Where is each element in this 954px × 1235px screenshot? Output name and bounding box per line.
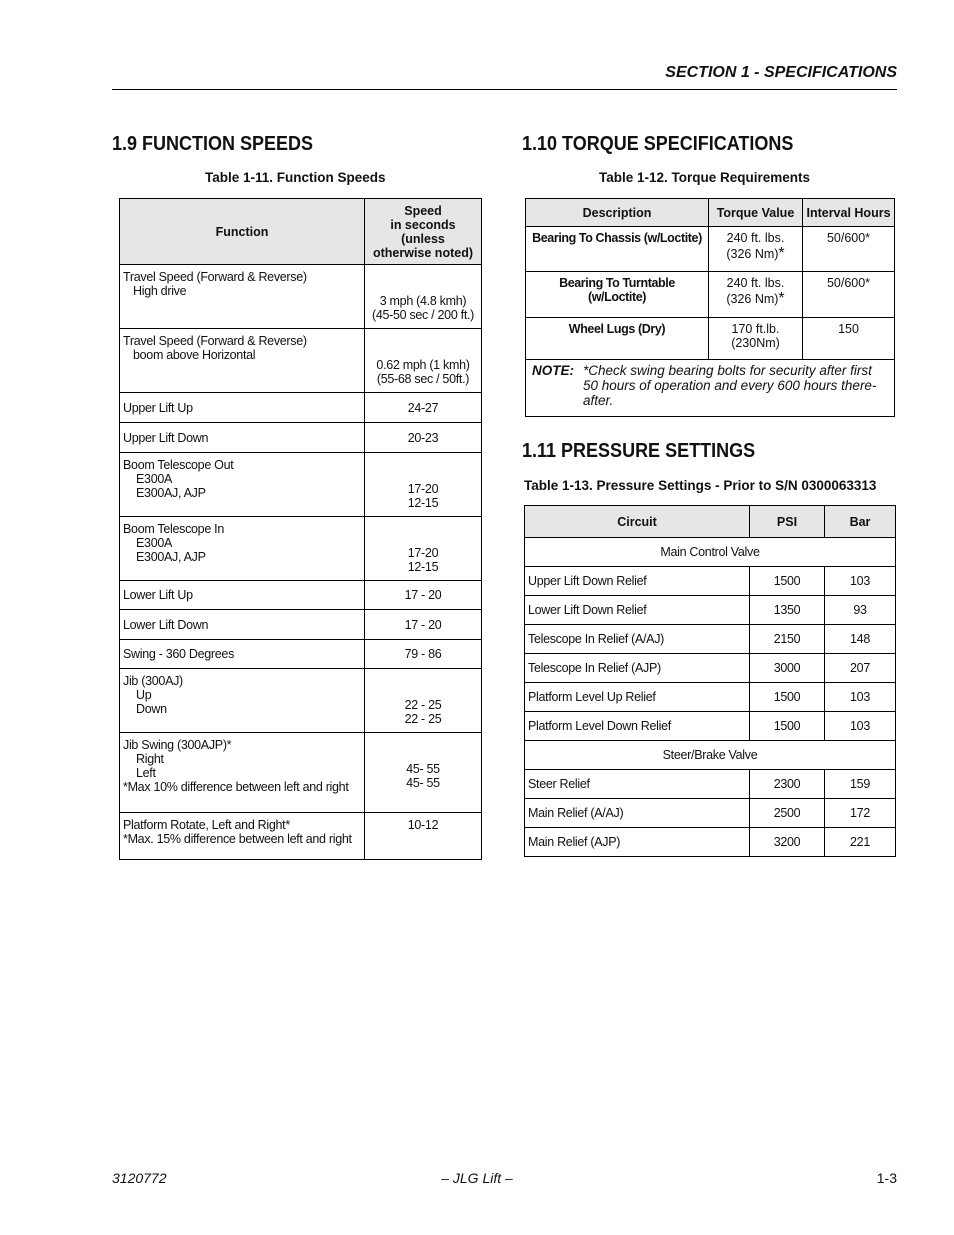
torque-table (525, 198, 895, 417)
table-row: Lower Lift Down Relief 1350 93 (525, 596, 896, 625)
col-bar: Bar (825, 506, 896, 538)
note-text: *Check swing bearing bolts for security after first 50 hours of operation and every 600 hours there-after. (583, 363, 877, 408)
table-row: Jib (300AJ) Up Down 22 - 25 22 - 25 (120, 669, 482, 733)
footer-doc-number: 3120772 (112, 1170, 167, 1186)
col-circuit: Circuit (525, 506, 750, 538)
pressure-heading: 1.11 PRESSURE SETTINGS (522, 440, 756, 462)
col-torque-value: Torque Value (709, 199, 803, 227)
footer-center: – JLG Lift – (441, 1170, 513, 1186)
table-row: Bearing To Chassis (w/Loctite) 240 ft. lbs. (326 Nm)* 50/600* (526, 227, 895, 272)
table-row: Steer Relief 2300 159 (525, 770, 896, 799)
col-function: Function (120, 199, 365, 265)
table-row: Lower Lift Up 17 - 20 (120, 581, 482, 610)
table-row: Telescope In Relief (A/AJ) 2150 148 (525, 625, 896, 654)
torque-heading: 1.10 TORQUE SPECIFICATIONS (522, 133, 794, 155)
col-interval-hours: Interval Hours (803, 199, 895, 227)
table-row: Boom Telescope In E300A E300AJ, AJP 17-20 12-15 (120, 517, 482, 581)
torque-caption: Table 1-12. Torque Requirements (599, 170, 811, 185)
table-group-row: Steer/Brake Valve (525, 741, 896, 770)
function-speeds-heading: 1.9 FUNCTION SPEEDS (112, 133, 314, 155)
table-row: Platform Level Up Relief 1500 103 (525, 683, 896, 712)
table-row: Main Relief (A/AJ) 2500 172 (525, 799, 896, 828)
col-psi: PSI (750, 506, 825, 538)
col-description: Description (526, 199, 709, 227)
table-row: Travel Speed (Forward & Reverse) boom above Horizontal 0.62 mph (1 kmh) (55-68 sec / 50ft.) (120, 329, 482, 393)
table-row: Bearing To Turntable (w/Loctite) 240 ft. lbs. (326 Nm)* 50/600* (526, 272, 895, 318)
note-label: NOTE: (532, 363, 574, 378)
table-row: Platform Rotate, Left and Right* *Max. 15% difference between left and right 10-12 (120, 813, 482, 860)
header-section-title: SECTION 1 - SPECIFICATIONS (665, 64, 897, 81)
pressure-table (524, 505, 896, 857)
col-speed: Speed in seconds (unless otherwise noted) (365, 199, 482, 265)
table-row: Wheel Lugs (Dry) 170 ft.lb. (230Nm) 150 (526, 318, 895, 360)
table-row: Upper Lift Down 20-23 (120, 423, 482, 453)
table-row: Telescope In Relief (AJP) 3000 207 (525, 654, 896, 683)
table-row: Main Relief (AJP) 3200 221 (525, 828, 896, 857)
torque-note-row (526, 360, 895, 417)
function-speeds-caption: Table 1-11. Function Speeds (205, 170, 386, 185)
table-row: Swing - 360 Degrees 79 - 86 (120, 640, 482, 669)
footer-page-number: 1-3 (876, 1170, 897, 1186)
table-group-row: Main Control Valve (525, 538, 896, 567)
table-row: Boom Telescope Out E300A E300AJ, AJP 17-20 12-15 (120, 453, 482, 517)
table-row: Upper Lift Up 24-27 (120, 393, 482, 423)
table-row: Travel Speed (Forward & Reverse) High drive 3 mph (4.8 kmh) (45-50 sec / 200 ft.) (120, 265, 482, 329)
function-speeds-table (119, 198, 482, 860)
table-row: Upper Lift Down Relief 1500 103 (525, 567, 896, 596)
table-row: Lower Lift Down 17 - 20 (120, 610, 482, 640)
pressure-caption: Table 1-13. Pressure Settings - Prior to S/N 0300063313 (524, 478, 877, 493)
table-row: Jib Swing (300AJP)* Right Left *Max 10% difference between left and right 45- 55 45- 55 (120, 733, 482, 813)
header-rule (112, 89, 897, 90)
table-row: Platform Level Down Relief 1500 103 (525, 712, 896, 741)
